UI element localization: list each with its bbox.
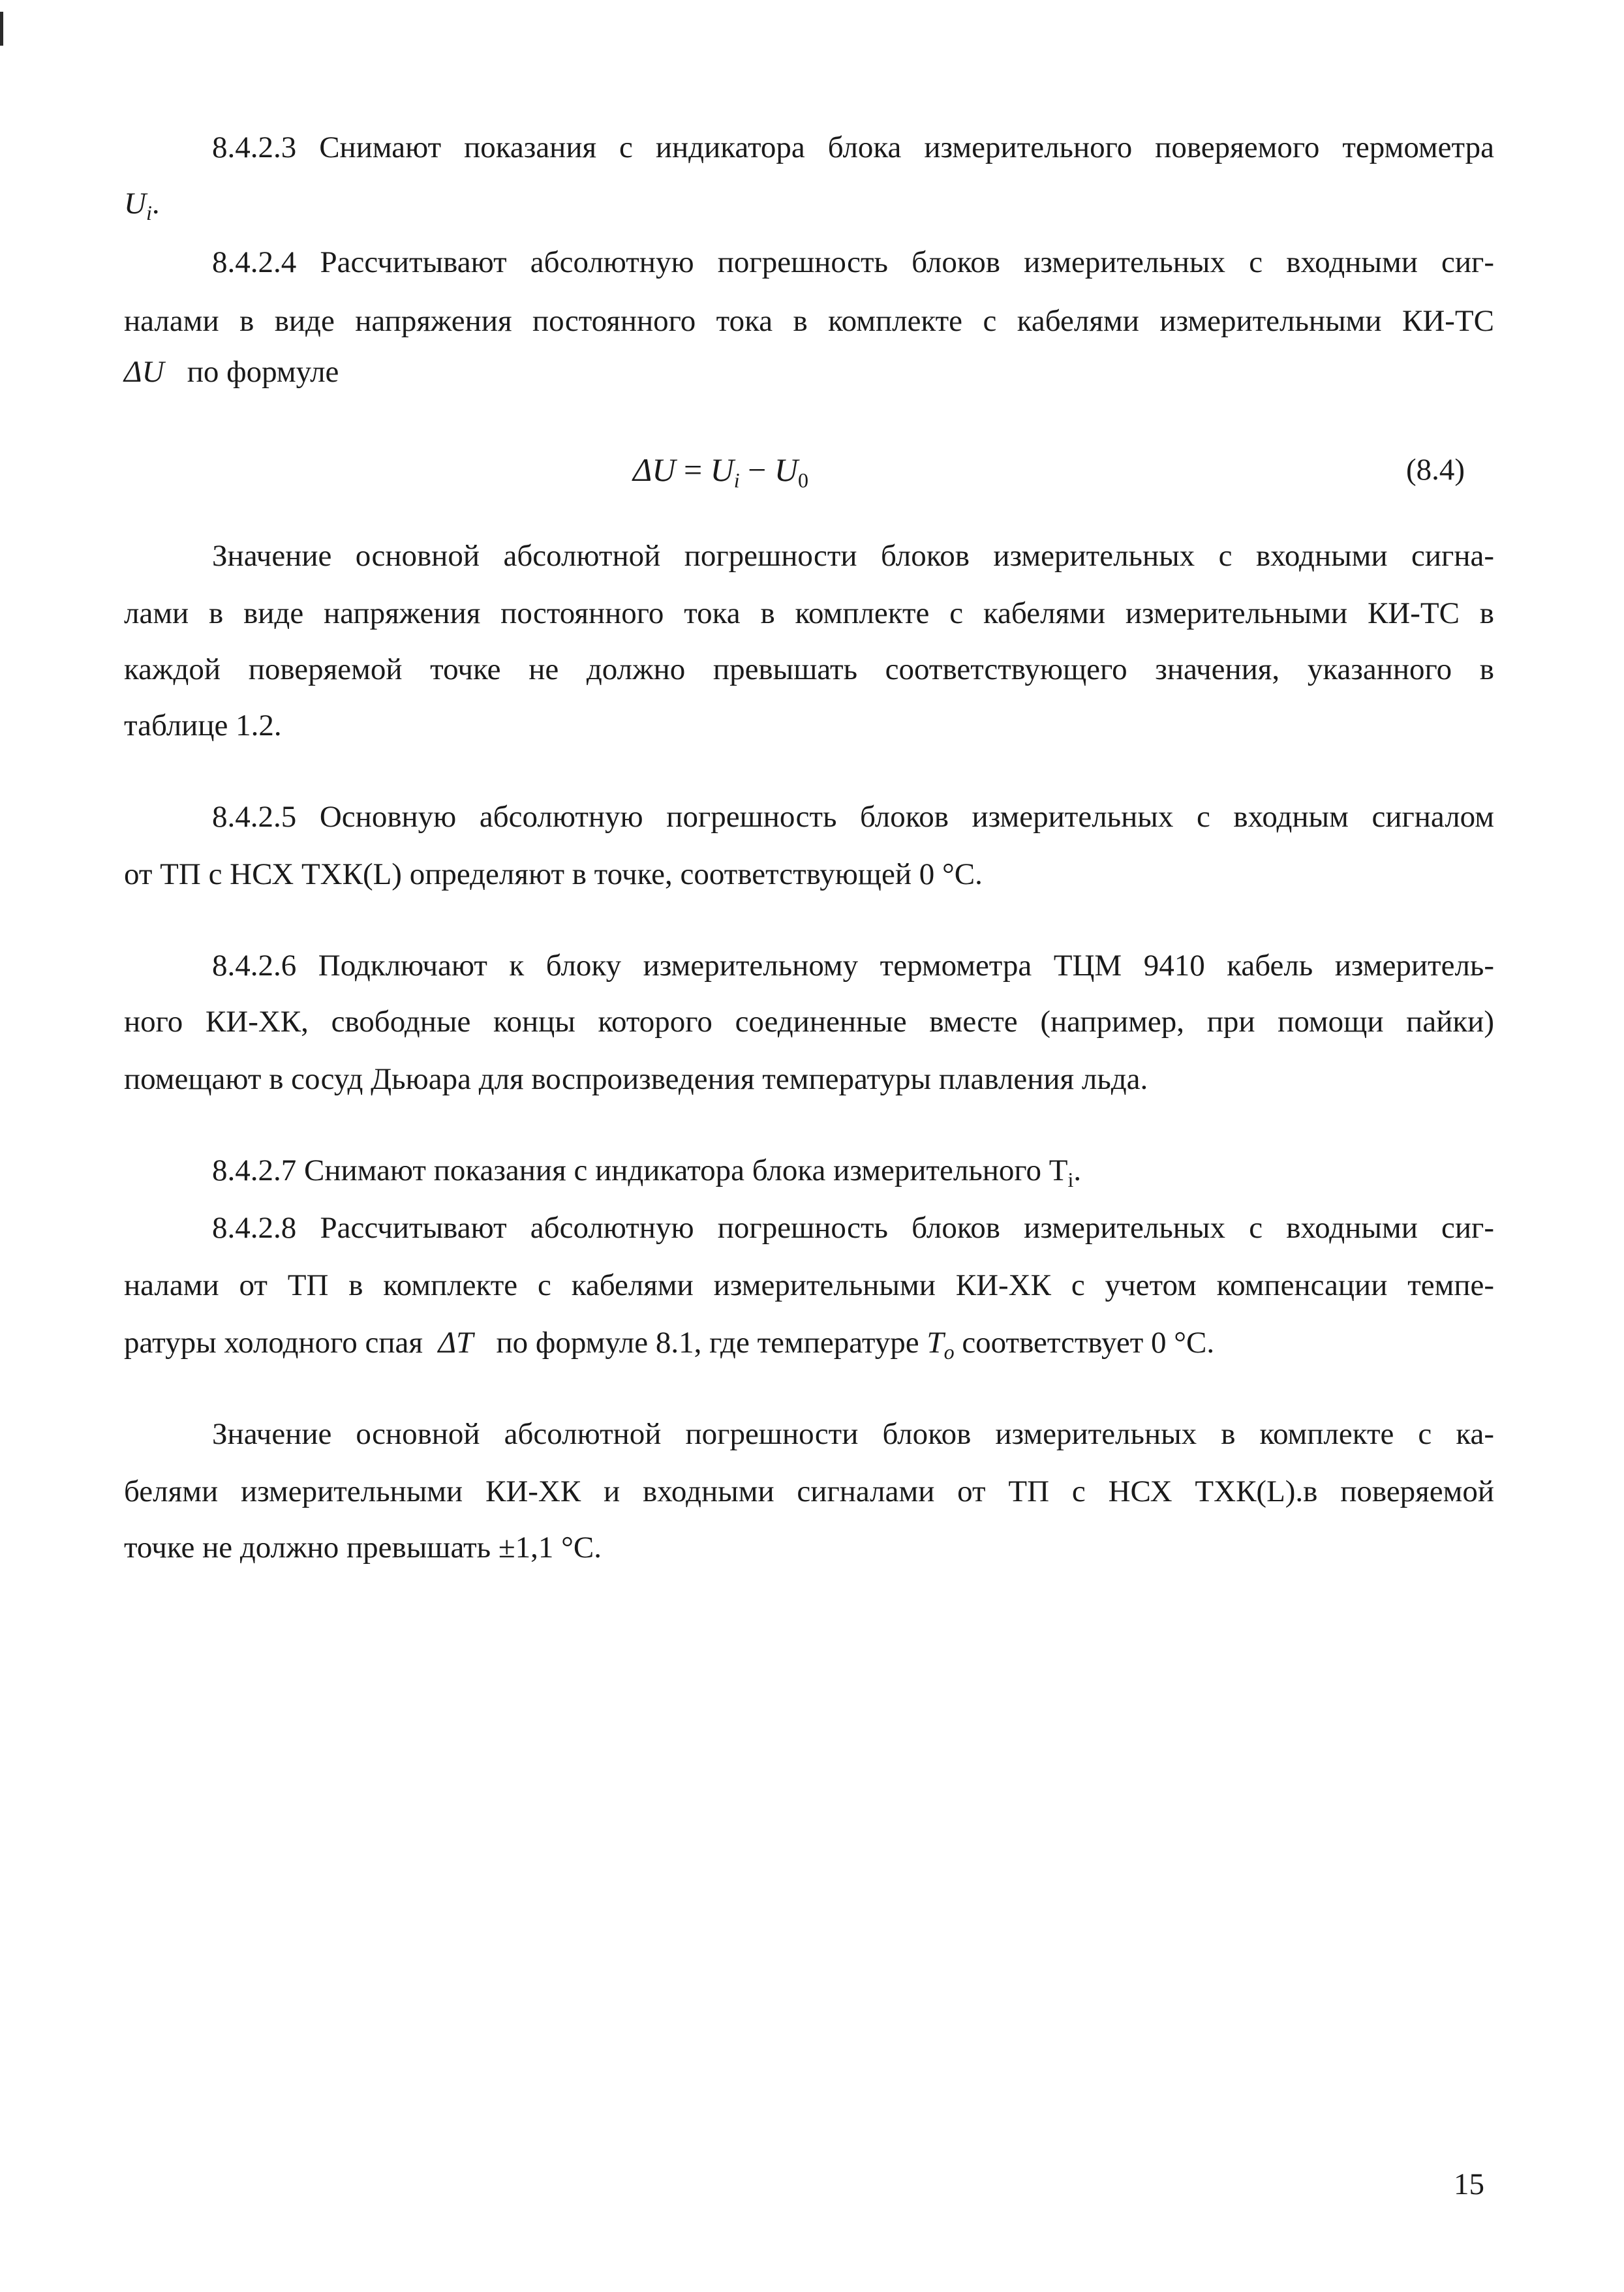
variable-u-subscript: i: [146, 201, 152, 224]
delta-u-variable: ΔU: [124, 355, 164, 389]
paragraph-8-4-2-8-line-3: [124, 1323, 1494, 1371]
corresponds-text: соответствует 0 °С.: [962, 1326, 1215, 1360]
paragraph-8-4-2-3-line-2: [124, 184, 1494, 232]
formula-ui-subscript: i: [733, 468, 740, 492]
period: .: [1073, 1154, 1082, 1187]
scan-edge-mark: [0, 12, 3, 46]
paragraph-8-4-2-8-line-1: 8.4.2.8 Рассчитывают абсолютную погрешность блоков измерительных с входными сиг-: [212, 1211, 1494, 1245]
paragraph-8-4-2-4-line-3: [124, 352, 1494, 391]
by-formula-text: по формуле: [187, 355, 339, 389]
paragraph-8-4-2-3-line-1: 8.4.2.3 Снимают показания с индикатора блока измерительного поверяемого термометра: [212, 130, 1494, 164]
delta-t-variable: ΔT: [438, 1326, 474, 1360]
t-variable: T: [927, 1326, 944, 1360]
variable-u: U: [124, 187, 146, 221]
paragraph-8-4-2-6-line-2: ного КИ-ХК, свободные концы которого соединенные вместе (например, при помощи пайки): [124, 1005, 1494, 1039]
formula-8-4: [633, 449, 808, 501]
cold-junction-text: ратуры холодного спая: [124, 1326, 423, 1360]
formula-minus: −: [739, 451, 774, 488]
formula-equals: =: [675, 451, 711, 488]
paragraph-8-4-2-8-line-2: налами от ТП в комплекте с кабелями измерительными КИ-ХК с учетом компенсации темпе-: [124, 1268, 1494, 1302]
page-number: 15: [1454, 2167, 1484, 2201]
note-2-line-2: белями измерительными КИ-ХК и входными сигналами от ТП с НСХ ТХК(L).в поверяемой: [124, 1475, 1494, 1508]
t-variable-subscript: o: [943, 1340, 955, 1364]
formula-u0: U: [774, 451, 798, 488]
note-1-line-2: лами в виде напряжения постоянного тока в комплекте с кабелями измерительными КИ-ТС в: [124, 596, 1494, 630]
note-1-line-1: Значение основной абсолютной погрешности блоков измерительных с входными сигна-: [212, 539, 1494, 573]
t-subscript: i: [1067, 1168, 1074, 1191]
note-2-line-1: Значение основной абсолютной погрешности блоков измерительных в комплекте с ка-: [212, 1417, 1494, 1451]
paragraph-8-4-2-5-line-1: 8.4.2.5 Основную абсолютную погрешность блоков измерительных с входным сигналом: [212, 800, 1494, 834]
paragraph-8-4-2-7-line-1: [212, 1151, 1494, 1199]
formula-ui: U: [710, 451, 734, 488]
equation-number: (8.4): [1406, 453, 1465, 487]
paragraph-8-4-2-4-line-1: 8.4.2.4 Рассчитывают абсолютную погрешность блоков измерительных с входными сиг-: [212, 245, 1494, 279]
paragraph-8-4-2-5-line-2: от ТП с НСХ ТХК(L) определяют в точке, соответствующей 0 °С.: [124, 857, 983, 891]
period: .: [151, 187, 160, 221]
paragraph-8-4-2-7-text: 8.4.2.7 Снимают показания с индикатора блока измерительного Т: [212, 1154, 1068, 1187]
note-1-line-3: каждой поверяемой точке не должно превышать соответствующего значения, указанного в: [124, 652, 1494, 686]
formula-ref-text: по формуле 8.1, где температуре: [496, 1326, 919, 1360]
formula-u0-subscript: 0: [797, 468, 808, 492]
paragraph-8-4-2-6-line-3: помещают в сосуд Дьюара для воспроизведения температуры плавления льда.: [124, 1062, 1148, 1096]
paragraph-8-4-2-4-line-2: налами в виде напряжения постоянного тока в комплекте с кабелями измерительными КИ-ТС: [124, 304, 1494, 338]
note-2-line-3: точке не должно превышать ±1,1 °С.: [124, 1531, 602, 1565]
note-1-line-4: таблице 1.2.: [124, 709, 282, 742]
formula-lhs: ΔU: [633, 451, 676, 488]
paragraph-8-4-2-6-line-1: 8.4.2.6 Подключают к блоку измерительному термометра ТЦМ 9410 кабель измеритель-: [212, 949, 1494, 983]
